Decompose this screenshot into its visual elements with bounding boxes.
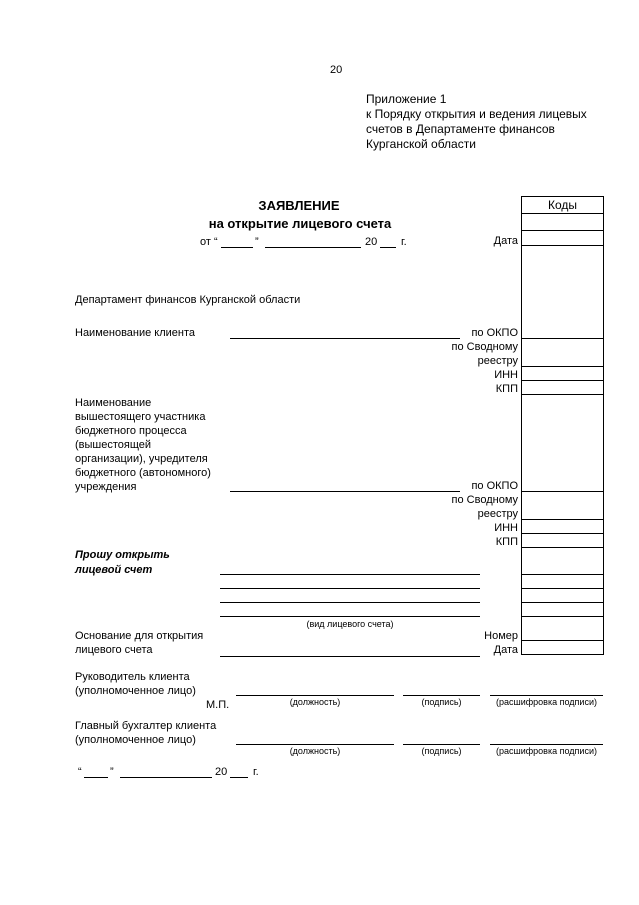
- stamp-place: М.П.: [206, 699, 230, 711]
- basis-label-line: Основание для открытия: [75, 630, 204, 642]
- code-cell-divider: [521, 547, 604, 548]
- code-cell-divider: [521, 533, 604, 534]
- code-cell-divider: [521, 519, 604, 520]
- account-type-field[interactable]: [220, 574, 480, 575]
- superior-label-line: учреждения: [75, 481, 137, 493]
- account-type-field[interactable]: [220, 602, 480, 603]
- accountant-position-caption: (должность): [289, 746, 341, 756]
- accountant-label: [75, 719, 216, 747]
- head-position-field[interactable]: [236, 695, 394, 696]
- codes-header: Коды: [522, 196, 603, 214]
- code-cell-divider: [521, 245, 604, 246]
- basis-field[interactable]: [220, 656, 480, 657]
- superior-label-line: (вышестоящей: [75, 439, 152, 451]
- footer-date-suffix: г.: [253, 766, 259, 778]
- date-year-prefix: 20: [365, 236, 378, 248]
- code-cell-divider: [521, 640, 604, 641]
- code-label-okpo-superior: по ОКПО: [471, 480, 518, 492]
- code-label-kpp: КПП: [495, 383, 518, 395]
- date-prefix: от “: [200, 236, 218, 248]
- head-decoding-field[interactable]: [490, 695, 603, 696]
- superior-label-line: бюджетного процесса: [75, 425, 187, 437]
- accountant-decoding-field[interactable]: [490, 744, 603, 745]
- head-position-caption: (должность): [289, 697, 341, 707]
- code-label-kpp-superior: КПП: [495, 536, 518, 548]
- footer-date-close: ”: [110, 766, 114, 778]
- accountant-signature-caption: (подпись): [421, 746, 462, 756]
- client-name-field[interactable]: [230, 338, 460, 339]
- accountant-label-line: (уполномоченное лицо): [75, 734, 196, 746]
- client-name-label: Наименование клиента: [75, 327, 196, 339]
- superior-label-line: бюджетного (автономного): [75, 467, 211, 479]
- code-cell-divider: [521, 588, 604, 589]
- request-label-line: Прошу открыть: [75, 549, 170, 561]
- code-label-nomer: Номер: [484, 630, 518, 642]
- code-cell-divider: [521, 616, 604, 617]
- document-subtitle: на открытие лицевого счета: [208, 216, 392, 231]
- code-cell-divider: [521, 366, 604, 367]
- superior-label-line: вышестоящего участника: [75, 411, 206, 423]
- date-day-field[interactable]: [221, 247, 253, 248]
- date-month-field[interactable]: [265, 247, 361, 248]
- head-label: [75, 670, 196, 698]
- date-quote: ”: [255, 236, 259, 248]
- code-cell-divider: [521, 602, 604, 603]
- request-label: [75, 548, 170, 578]
- code-label-svodny-2: реестру: [477, 355, 518, 367]
- code-label-svodny: по Сводному: [451, 341, 518, 353]
- appendix-line: Курганской области: [366, 137, 476, 151]
- code-label-date: Дата: [493, 235, 518, 247]
- footer-date-open: “: [78, 766, 82, 778]
- superior-name-field[interactable]: [230, 491, 460, 492]
- code-label-okpo: по ОКПО: [471, 327, 518, 339]
- code-label-data: Дата: [493, 644, 518, 656]
- code-cell-divider: [521, 230, 604, 231]
- basis-label: [75, 629, 203, 657]
- code-cell-divider: [521, 338, 604, 339]
- superior-label-line: Наименование: [75, 397, 152, 409]
- department-name: Департамент финансов Курганской области: [75, 294, 301, 306]
- codes-column: [521, 196, 604, 655]
- document-title: ЗАЯВЛЕНИЕ: [258, 198, 340, 213]
- head-label-line: Руководитель клиента: [75, 671, 190, 683]
- code-cell-divider: [521, 491, 604, 492]
- head-decoding-caption: (расшифровка подписи): [496, 697, 597, 707]
- appendix-line: к Порядку открытия и ведения лицевых: [366, 107, 587, 121]
- head-signature-field[interactable]: [403, 695, 480, 696]
- code-cell-divider: [521, 380, 604, 381]
- request-label-line: лицевой счет: [75, 564, 153, 576]
- date-year-field[interactable]: [380, 247, 396, 248]
- footer-date-year-field[interactable]: [230, 777, 248, 778]
- superior-label: [75, 396, 211, 494]
- accountant-signature-field[interactable]: [403, 744, 480, 745]
- accountant-label-line: Главный бухгалтер клиента: [75, 720, 217, 732]
- date-suffix: г.: [401, 236, 407, 248]
- code-cell-divider: [521, 574, 604, 575]
- basis-label-line: лицевого счета: [75, 644, 153, 656]
- appendix-line: счетов в Департаменте финансов: [366, 122, 555, 136]
- account-type-field[interactable]: [220, 616, 480, 617]
- superior-label-line: организации), учредителя: [75, 453, 208, 465]
- footer-date-day-field[interactable]: [84, 777, 108, 778]
- accountant-position-field[interactable]: [236, 744, 394, 745]
- appendix-line: Приложение 1: [366, 92, 447, 106]
- account-type-caption: (вид лицевого счета): [306, 619, 394, 629]
- appendix-block: [366, 92, 587, 152]
- head-signature-caption: (подпись): [421, 697, 462, 707]
- page-number: 20: [330, 64, 343, 76]
- account-type-field[interactable]: [220, 588, 480, 589]
- code-label-svodny-superior: по Сводному: [451, 494, 518, 506]
- accountant-decoding-caption: (расшифровка подписи): [496, 746, 597, 756]
- footer-date-month-field[interactable]: [120, 777, 212, 778]
- code-cell-divider: [521, 394, 604, 395]
- code-label-svodny-superior-2: реестру: [477, 508, 518, 520]
- code-label-inn: ИНН: [494, 369, 518, 381]
- head-label-line: (уполномоченное лицо): [75, 685, 196, 697]
- code-label-inn-superior: ИНН: [494, 522, 518, 534]
- footer-date-year: 20: [215, 766, 228, 778]
